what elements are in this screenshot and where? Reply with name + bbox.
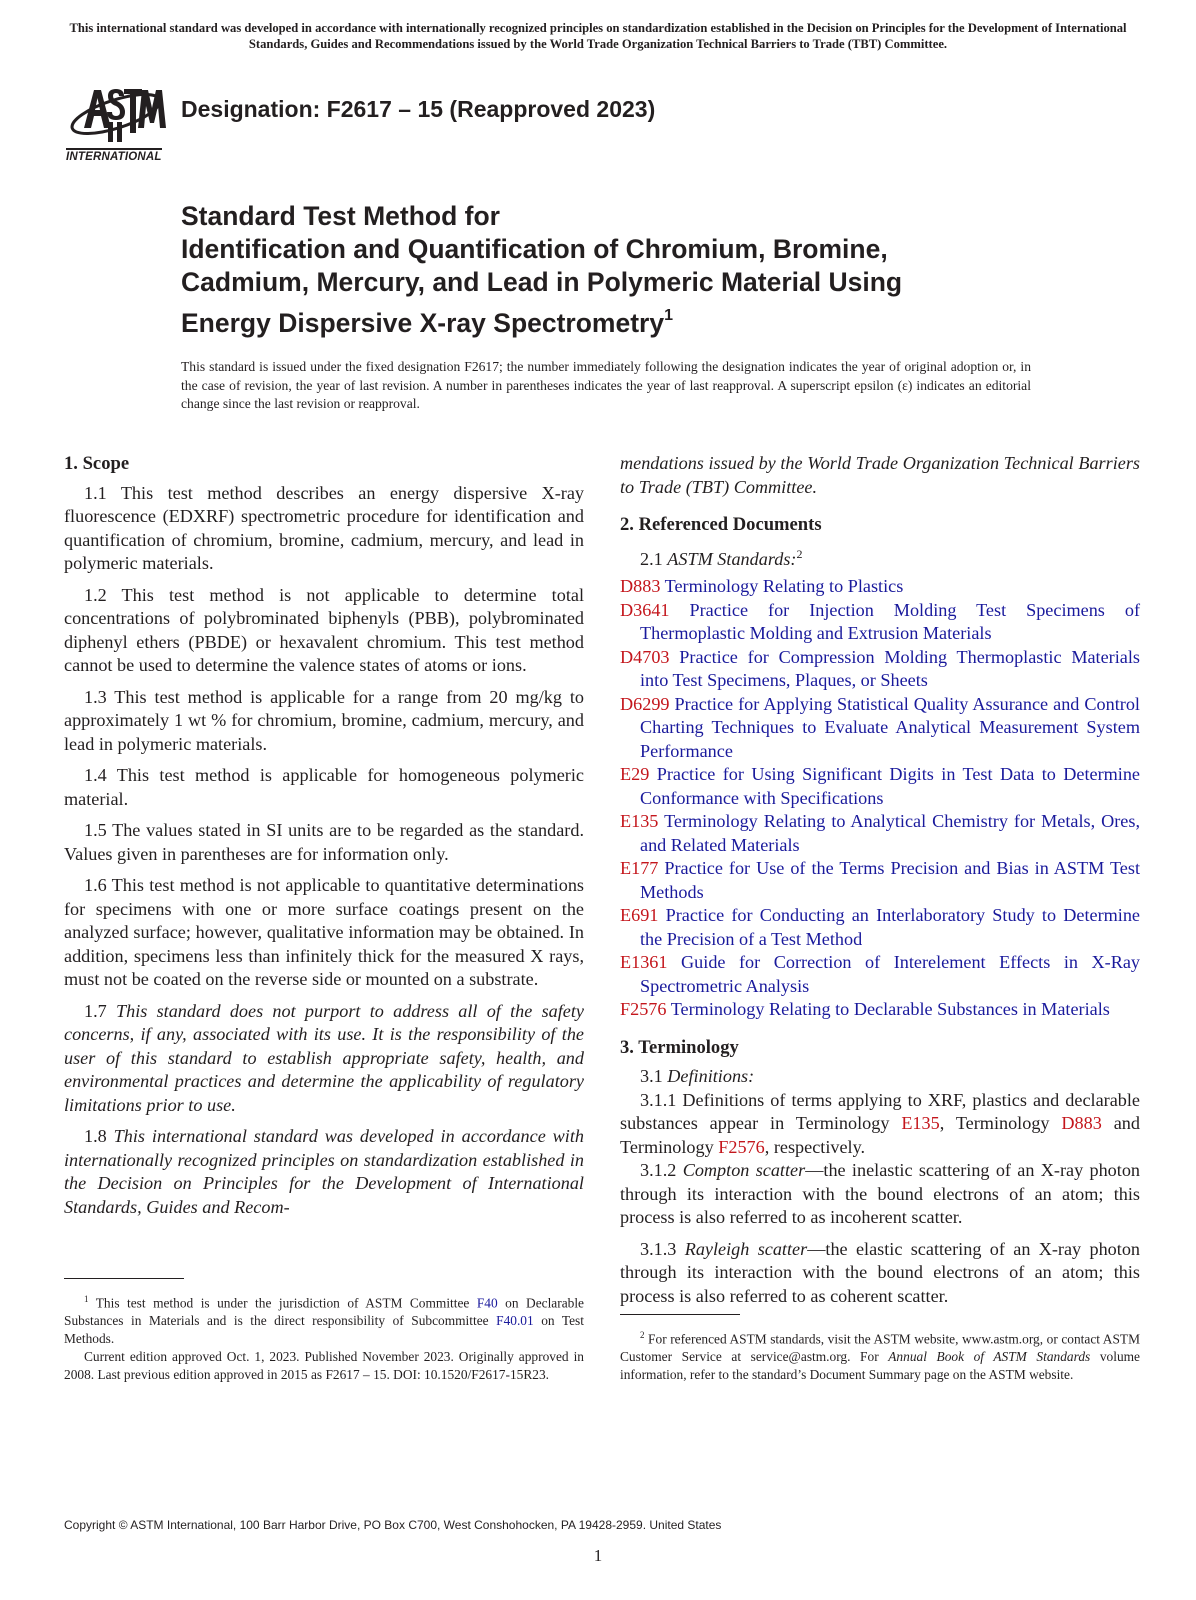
scope-heading: 1. Scope	[64, 453, 130, 474]
reference-title-link[interactable]: Practice for Applying Statistical Quality Assurance and Control Charting Techniques to Evaluate Analytical Measurement System Performance	[640, 693, 1140, 761]
reference-title-link[interactable]: Guide for Correction of Interelement Effects in X-Ray Spectrometric Analysis	[640, 952, 1140, 996]
reference-title-link[interactable]: Terminology Relating to Analytical Chemistry for Metals, Ores, and Related Materials	[640, 811, 1140, 855]
wto-notice: This international standard was developed in accordance with internationally recognized principles on standardization established in the Decision on Principles for the Development of International Standards, Guides and Recommendations issued by the World Trade Organization Technical Barriers to Trade (TBT) Committee.	[69, 21, 1127, 51]
reference-title-link[interactable]: Terminology Relating to Plastics	[664, 576, 904, 597]
footnote-text: on Test Methods.	[64, 1313, 584, 1347]
reference-item	[620, 646, 1140, 693]
reference-code-link[interactable]: D3641	[620, 599, 670, 620]
astm-logo	[64, 78, 168, 164]
f40-01-link[interactable]: F40.01	[496, 1313, 534, 1329]
scope-1-4: 1.4 This test method is applicable for homogeneous polymeric material.	[64, 765, 584, 809]
footnote-rule-right	[620, 1314, 740, 1315]
reference-item	[620, 998, 1140, 1022]
footnote-1-mark: 1	[84, 1294, 89, 1304]
term-text: , respectively.	[764, 1136, 866, 1157]
terminology-heading: 3. Terminology	[620, 1036, 739, 1058]
copyright: Copyright © ASTM International, 100 Barr Harbor Drive, PO Box C700, West Conshohocken, PA 19428-2959. United States	[64, 1518, 722, 1532]
scope-1-3: 1.3 This test method is applicable for a range from 20 mg/kg to approximately 1 wt % for chromium, bromine, cadmium, mercury, and lead in polymeric materials.	[64, 686, 584, 754]
reference-title-link[interactable]: Practice for Compression Molding Thermoplastic Materials into Test Specimens, Plaques, or Sheets	[640, 646, 1140, 691]
terminology-3-1-3	[620, 1238, 1140, 1309]
reference-code-link[interactable]: E135	[620, 811, 659, 832]
scope-1-8	[64, 1125, 584, 1219]
term-rayleigh: Rayleigh scatter	[684, 1238, 808, 1259]
footnote-1-edition: Current edition approved Oct. 1, 2023. Published November 2023. Originally approved in 2008. Last previous edition approved in 2015 as F2617 – 15. DOI: 10.1520/F2617-15R23.	[64, 1349, 584, 1383]
terminology-3-1-2	[620, 1159, 1140, 1230]
f2576-link[interactable]: F2576	[718, 1136, 765, 1157]
reference-title-link[interactable]: Practice for Injection Molding Test Specimens of Thermoplastic Molding and Extrusion Materials	[640, 599, 1141, 644]
right-column	[620, 452, 1140, 1316]
footnote-1	[64, 1290, 584, 1384]
term-definition: —the elastic scattering of an X-ray photon through its interaction with the bound electrons of an atom; this process is also referred to as coherent scatter.	[620, 1238, 1141, 1306]
title-line-2: Identification and Quantification of Chromium, Bromine,	[181, 234, 888, 264]
scope-1-7-text: This standard does not purport to address all of the safety concerns, if any, associated with its use. It is the responsibility of the user of this standard to establish appropriate safety, health, and environmental practices and determine the applicability of regulatory limitations prior to use.	[64, 1000, 584, 1115]
footnote-text: volume information, refer to the standard’s Document Summary page on the ASTM website.	[620, 1349, 1140, 1383]
title-footnote-mark[interactable]: 1	[664, 307, 674, 324]
scope-1-1: 1.1 This test method describes an energy dispersive X-ray fluorescence (EDXRF) spectrometric procedure for identification and quantification of chromium, bromine, cadmium, mercury, and lead in polymeric materials.	[64, 482, 584, 573]
scope-1-5: 1.5 The values stated in SI units are to be regarded as the standard. Values given in parentheses are for information only.	[64, 820, 584, 864]
reference-code-link[interactable]: D883	[620, 576, 661, 597]
reference-item	[620, 763, 1140, 810]
term-text: 3.1.1 Definitions of terms applying to XRF, plastics and declarable substances appear in Terminology	[620, 1089, 1140, 1134]
footnote-2-mark: 2	[640, 1330, 645, 1340]
reference-code-link[interactable]: E691	[620, 905, 659, 926]
astm-standards-label: ASTM Standards:	[667, 548, 797, 569]
term-text: , Terminology	[939, 1113, 1062, 1134]
footnote-text: on Declarable Substances in Materials and is the direct responsibility of Subcommittee	[64, 1295, 585, 1329]
term-compton: Compton scatter	[682, 1160, 806, 1181]
left-column	[64, 452, 584, 1227]
reference-title-link[interactable]: Practice for Use of the Terms Precision and Bias in ASTM Test Methods	[640, 858, 1140, 902]
d883-link[interactable]: D883	[1061, 1113, 1102, 1134]
logo-text: INTERNATIONAL	[66, 148, 162, 163]
scope-1-2: 1.2 This test method is not applicable to determine total concentrations of polybrominated biphenyls (PBB), polybrominated diphenyl ethers (PBDE) or hexavalent chromium. This test method cannot be used to determine the valence states of atoms or ions.	[64, 584, 584, 675]
reference-code-link[interactable]: D4703	[620, 646, 670, 667]
reference-item	[620, 904, 1140, 951]
footnote-2	[620, 1326, 1140, 1384]
references-heading: 2. Referenced Documents	[620, 514, 822, 535]
reference-item	[620, 810, 1140, 857]
footnote-text: This test method is under the jurisdiction of ASTM Committee	[95, 1295, 477, 1311]
terminology-3-1-1	[620, 1089, 1140, 1160]
term-definition: —the inelastic scattering of an X-ray photon through its interaction with the bound electrons of an atom; this process is also referred to as incoherent scatter.	[620, 1160, 1141, 1228]
scope-1-8-num: 1.8	[84, 1126, 107, 1146]
footnote-rule-left	[64, 1278, 184, 1279]
term-num: 3.1.3	[640, 1238, 677, 1259]
scope-1-7-num: 1.7	[84, 1000, 107, 1021]
reference-item	[620, 693, 1140, 764]
reference-code-link[interactable]: E29	[620, 764, 650, 785]
term-num: 3.1.2	[640, 1160, 677, 1181]
page-number: 1	[593, 1546, 603, 1565]
designation: Designation: F2617 – 15 (Reapproved 2023)	[181, 96, 656, 122]
reference-code-link[interactable]: E1361	[620, 952, 668, 973]
terminology-3-1	[620, 1065, 1140, 1089]
footnote-italic: Annual Book of ASTM Standards	[888, 1349, 1091, 1365]
reference-item	[620, 599, 1140, 646]
footnote-text: For referenced ASTM standards, visit the ASTM website, www.astm.org, or contact ASTM Customer Service at service@astm.org. For	[620, 1331, 1140, 1365]
astm-standards-subheading	[620, 543, 1140, 572]
reference-title-link[interactable]: Terminology Relating to Declarable Substances in Materials	[670, 999, 1110, 1020]
title-line-3: Cadmium, Mercury, and Lead in Polymeric Material Using	[181, 267, 903, 297]
astm-standards-num: 2.1	[640, 548, 663, 569]
title-line-4: Energy Dispersive X-ray Spectrometry	[181, 308, 665, 338]
f40-link[interactable]: F40	[476, 1295, 498, 1311]
reference-title-link[interactable]: Practice for Using Significant Digits in Test Data to Determine Conformance with Specifications	[640, 764, 1141, 808]
definitions-num: 3.1	[640, 1066, 663, 1087]
title-line-1: Standard Test Method for	[181, 201, 500, 231]
reference-item	[620, 575, 1140, 599]
scope-1-7	[64, 1000, 584, 1118]
scope-1-6: 1.6 This test method is not applicable to quantitative determinations for specimens with one or more surface coatings present on the analyzed surface; however, qualitative information may be obtained. In addition, specimens less than infinitely thick for the measured X rays, must not be coated on the reverse side or mounted on a substrate.	[64, 875, 584, 989]
scope-1-8-text: This international standard was developed in accordance with internationally recognized principles on standardization established in the Decision on Principles for the Development of International Standards, Guides and Recom-	[64, 1126, 585, 1217]
term-text: and Terminology	[620, 1113, 1140, 1157]
reference-title-link[interactable]: Practice for Conducting an Interlaboratory Study to Determine the Precision of a Test Method	[640, 905, 1140, 949]
reference-item	[620, 857, 1140, 904]
definitions-label: Definitions:	[667, 1066, 755, 1087]
e135-link[interactable]: E135	[901, 1113, 940, 1134]
reference-list	[620, 575, 1140, 1022]
reference-code-link[interactable]: F2576	[620, 999, 667, 1020]
astm-standards-footnote-mark[interactable]: 2	[796, 546, 803, 561]
scope-1-8-continued: mendations issued by the World Trade Organization Technical Barriers to Trade (TBT) Committee.	[620, 453, 1140, 497]
reference-item	[620, 951, 1140, 998]
issued-note: This standard is issued under the fixed designation F2617; the number immediately following the designation indicates the year of original adoption or, in the case of revision, the year of last revision. A number in parentheses indicates the year of last reapproval. A superscript epsilon (ε) indicates an editorial change since the last revision or reapproval.	[181, 359, 1031, 411]
reference-code-link[interactable]: E177	[620, 858, 659, 879]
reference-code-link[interactable]: D6299	[620, 693, 670, 714]
document-title	[181, 200, 1081, 340]
